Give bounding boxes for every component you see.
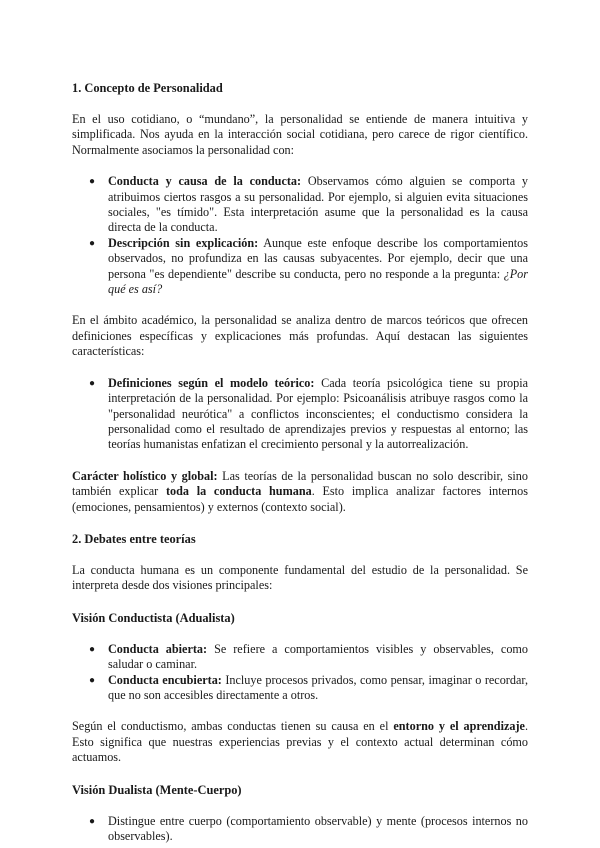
subheading-dualista: Visión Dualista (Mente-Cuerpo) — [72, 782, 242, 797]
bullet-icon: ● — [89, 237, 96, 249]
bullet-term: Definiciones según el modelo teórico: — [108, 375, 315, 390]
conductismo-paragraph — [72, 719, 528, 765]
bullet-term: Conducta y causa de la conducta: — [108, 174, 302, 189]
bullet-term: Conducta abierta: — [108, 641, 208, 656]
bullet-text: Incluye procesos privados, como pensar, imaginar o recordar, que no son accesibles directamente a otros. — [108, 672, 528, 702]
bullet-term: Descripción sin explicación: — [108, 235, 259, 250]
holistic-text: Las teorías de la personalidad buscan no solo describir, sino también explicar — [72, 468, 528, 499]
conductismo-text-end: . Esto significa que nuestras experiencias previas y el contexto actual determinan cómo actuamos. — [72, 719, 528, 765]
list-item — [72, 376, 528, 453]
bullet-icon: ● — [89, 815, 96, 827]
list-item — [72, 673, 528, 704]
bullet-list-conductista — [72, 642, 528, 704]
document-page — [72, 80, 528, 844]
list-item — [72, 642, 528, 673]
bullet-icon: ● — [89, 377, 96, 389]
section-heading-debates: 2. Debates entre teorías — [72, 531, 196, 546]
bullet-text: Aunque este enfoque describe los comportamientos observados, no profundiza en las causas subyacentes. Por ejemplo, decir que una persona "es dependiente" describe su conducta, pero no responde a la pregunta: — [108, 235, 529, 281]
bullet-text: Cada teoría psicológica tiene su propia interpretación de la personalidad. Por ejemplo: Psicoanálisis atribuye rasgos como la "personalidad neurótica" a conflictos inconscientes; el conductismo considera la personalidad como el resultado de aprendizajes previos y respuestas al entorno; las teorías humanistas enfatizan el crecimiento personal y la autorrealización. — [108, 375, 528, 452]
holistic-paragraph — [72, 469, 528, 515]
bullet-list-common-view — [72, 174, 528, 297]
bullet-icon: ● — [89, 643, 96, 655]
academic-paragraph: En el ámbito académico, la personalidad se analiza dentro de marcos teóricos que ofrecen definiciones específicas y explicaciones más profundas. Aquí destacan las siguientes características: — [72, 313, 528, 359]
list-item — [72, 236, 528, 298]
section-heading-concepto: 1. Concepto de Personalidad — [72, 81, 223, 95]
debates-intro-paragraph: La conducta humana es un componente fundamental del estudio de la personalidad. Se interpreta desde dos visiones principales: — [72, 562, 528, 593]
intro-paragraph: En el uso cotidiano, o “mundano”, la personalidad se entiende de manera intuitiva y simplificada. Nos ayuda en la interacción social cotidiana, pero carece de rigor científico. Normalmente asociamos la personalidad con: — [72, 112, 528, 157]
holistic-term: Carácter holístico y global: — [72, 468, 218, 483]
holistic-text-end: . Esto implica analizar factores internos (emociones, pensamientos) y externos (contexto social). — [72, 484, 528, 514]
bullet-list-dualista — [72, 814, 528, 845]
bullet-list-academic — [72, 376, 528, 453]
bullet-term: Conducta encubierta: — [108, 672, 222, 687]
bullet-icon: ● — [89, 674, 96, 686]
bullet-question: ¿Por qué es así? — [108, 266, 528, 297]
bullet-text: Distingue entre cuerpo (comportamiento observable) y mente (procesos internos no observables). — [108, 813, 528, 843]
bullet-text: Observamos cómo alguien se comporta y atribuimos ciertos rasgos a su personalidad. Por ejemplo, si alguien evita situaciones sociales, "es tímido". Esta interpretación asume que la personalidad es la causa directa de la conducta. — [108, 174, 528, 235]
conductismo-emphasis: entorno y el aprendizaje — [393, 719, 525, 734]
holistic-emphasis: toda la conducta humana — [165, 484, 312, 499]
bullet-text: Se refiere a comportamientos visibles y observables, como saludar o caminar. — [108, 641, 528, 672]
bullet-icon: ● — [89, 176, 96, 188]
list-item — [72, 174, 528, 236]
subheading-conductista: Visión Conductista (Adualista) — [72, 610, 235, 625]
conductismo-text: Según el conductismo, ambas conductas tienen su causa en el — [72, 719, 394, 734]
list-item — [72, 814, 528, 845]
